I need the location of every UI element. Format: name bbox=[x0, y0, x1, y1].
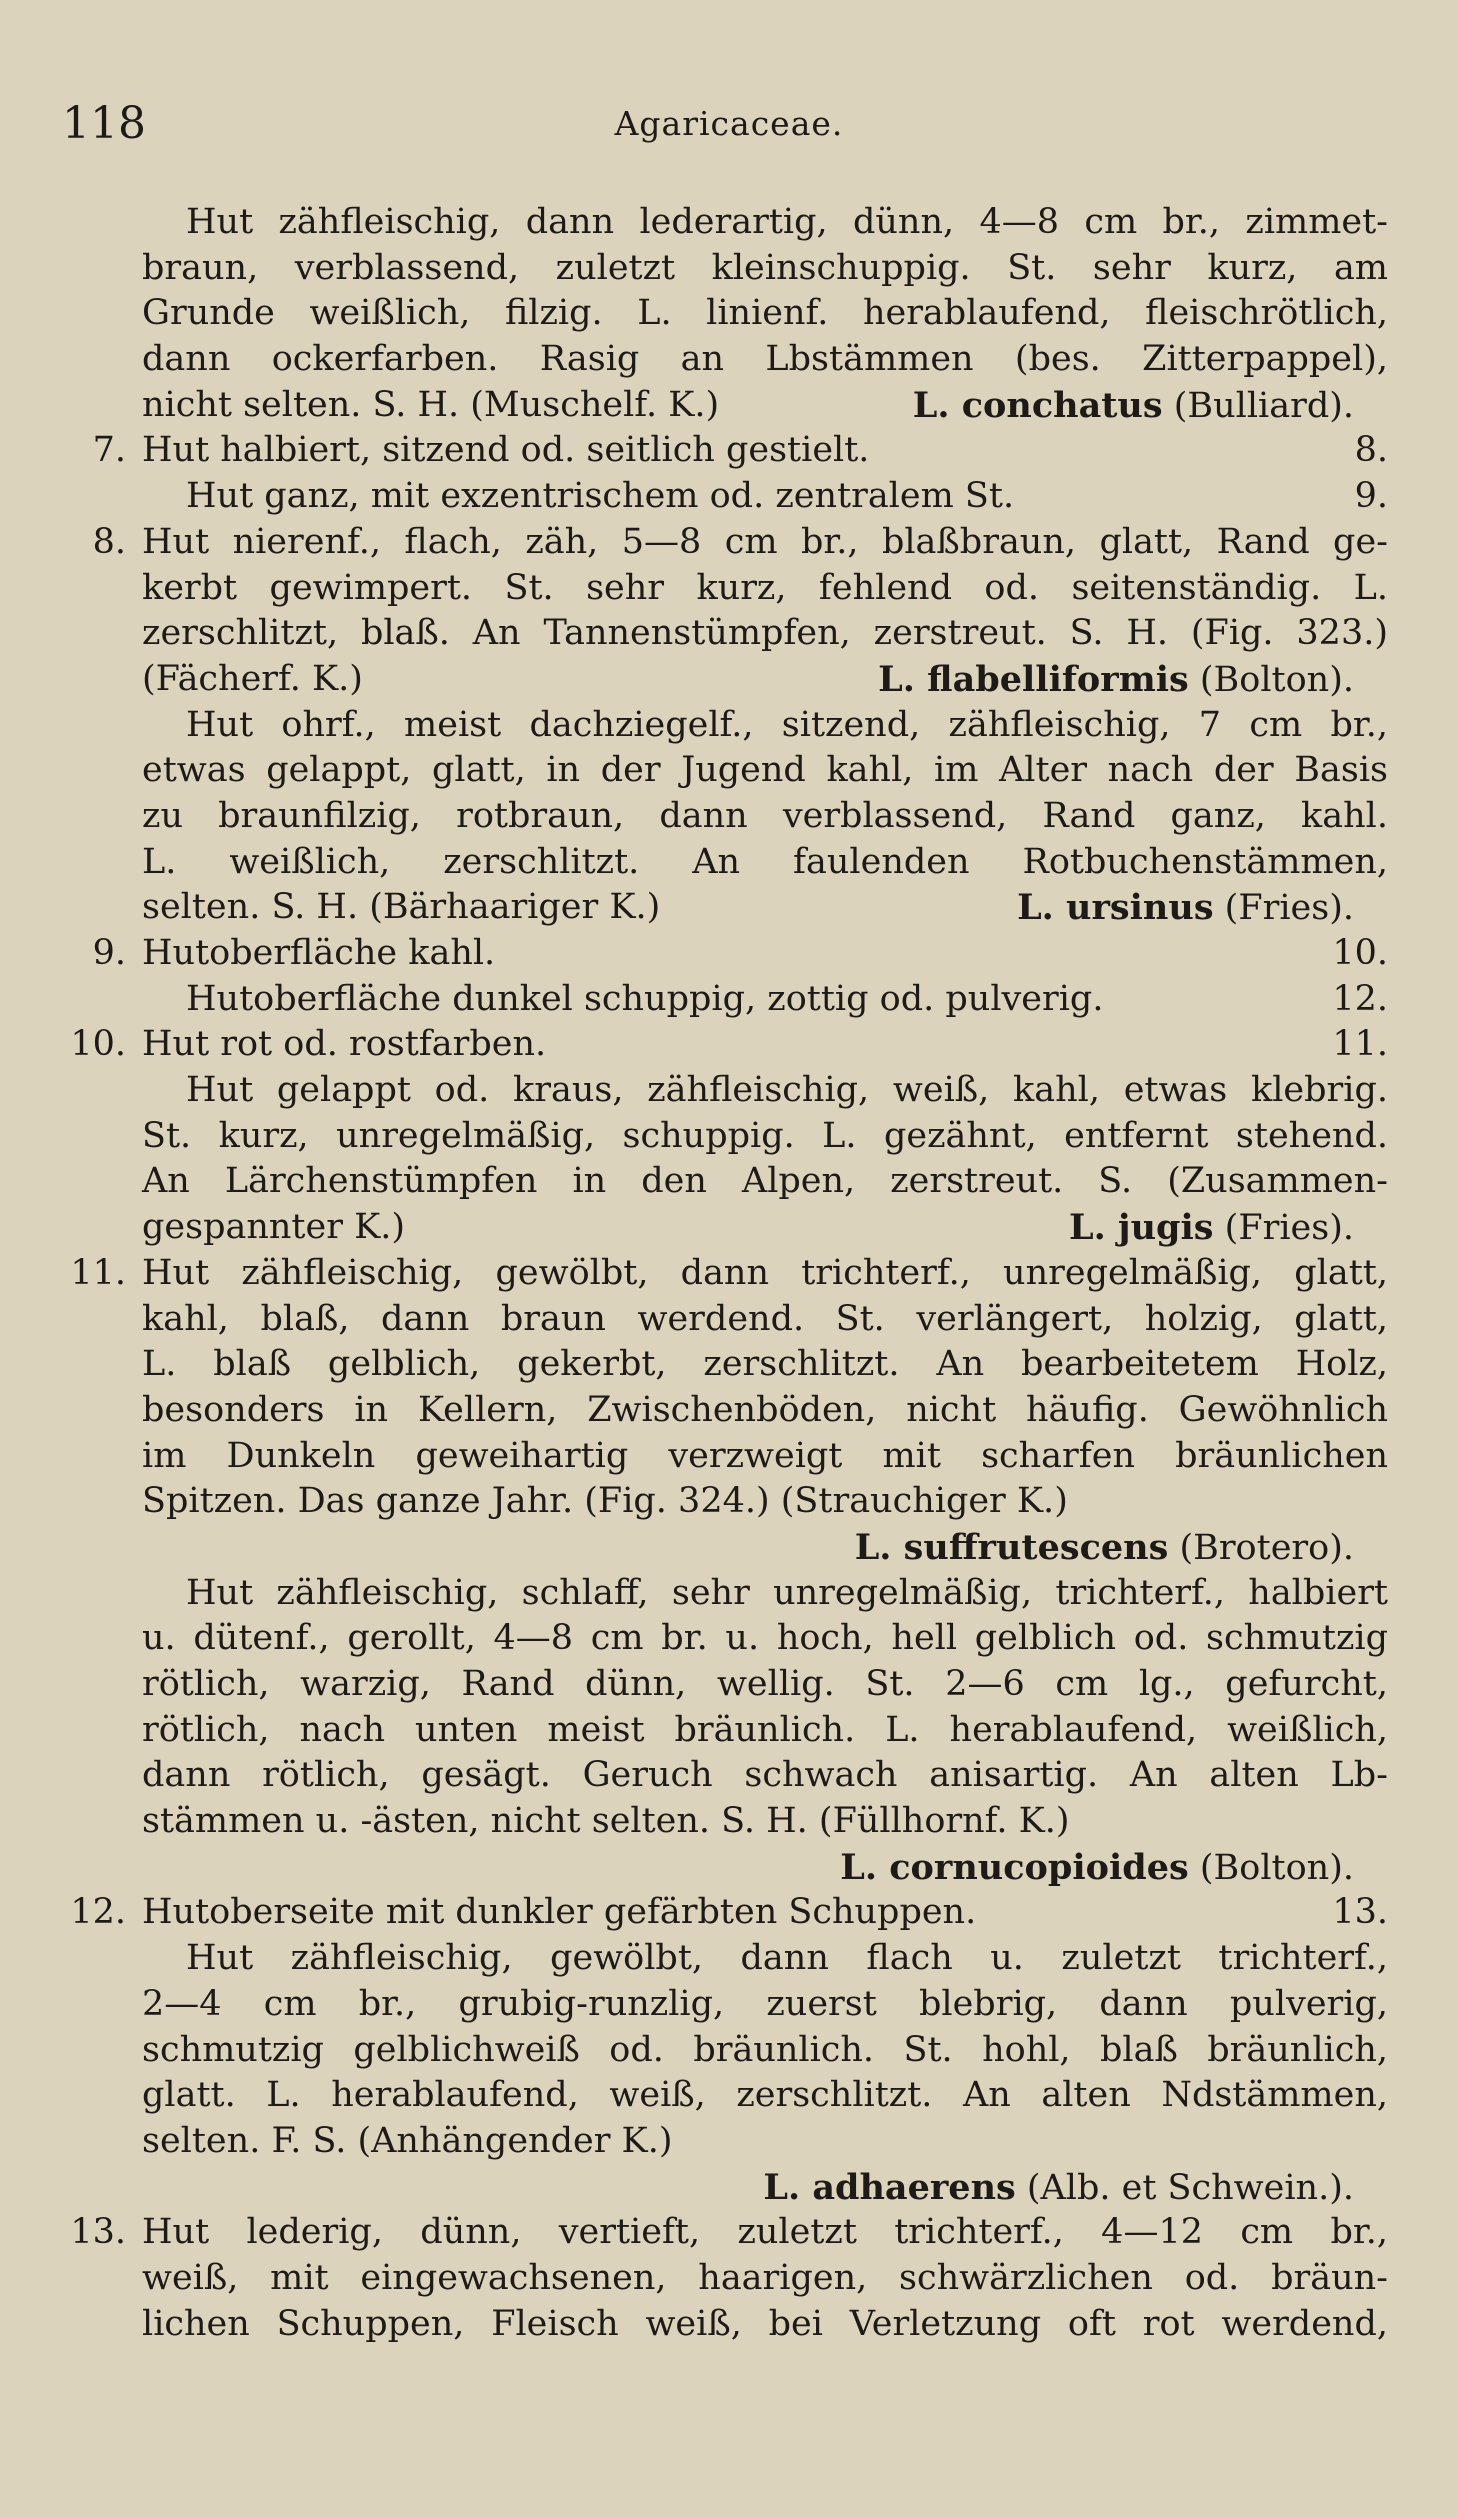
species-author: (Fries). bbox=[1224, 888, 1354, 929]
line-text: u. dütenf., gerollt, 4—8 cm br. u. hoch, hell gelblich od. schmutzig bbox=[142, 1618, 1388, 1659]
line-text: dann rötlich, gesägt. Geruch schwach anisartig. An alten Lb- bbox=[142, 1755, 1388, 1796]
line-text: braun, verblassend, zuletzt kleinschuppig. St. sehr kurz, am bbox=[142, 247, 1388, 288]
text-line bbox=[0, 1159, 1458, 1205]
line-text: Hut zähfleischig, schlaff, sehr unregelmäßig, trichterf., halbiert bbox=[186, 1572, 1388, 1613]
line-text: Hut lederig, dünn, vertieft, zuletzt trichterf., 4—12 cm br., bbox=[142, 2212, 1388, 2253]
couplet-lead: 13. bbox=[1332, 1892, 1388, 1933]
text-line bbox=[0, 1662, 1458, 1708]
key-number: 11. bbox=[70, 1252, 126, 1293]
text-line bbox=[0, 2073, 1458, 2119]
species-label bbox=[763, 2165, 1354, 2212]
species-author: (Bolton). bbox=[1199, 1847, 1354, 1888]
line-text: Hut gelappt od. kraus, zähfleischig, weiß, kahl, etwas klebrig. bbox=[186, 1070, 1388, 1111]
species-name: L. flabelliformis bbox=[878, 658, 1189, 700]
species-author: (Brotero). bbox=[1179, 1527, 1354, 1568]
text-line bbox=[0, 1936, 1458, 1982]
text-line bbox=[0, 977, 1458, 1023]
text-line bbox=[0, 1022, 1458, 1068]
text-line bbox=[0, 520, 1458, 566]
line-text: Spitzen. Das ganze Jahr. (Fig. 324.) (Strauchiger K.) bbox=[142, 1481, 1068, 1522]
key-number: 8. bbox=[92, 521, 126, 562]
line-text: glatt. L. herablaufend, weiß, zerschlitzt. An alten Ndstämmen, bbox=[142, 2075, 1388, 2116]
key-number: 10. bbox=[70, 1024, 126, 1065]
species-label bbox=[840, 1845, 1354, 1892]
text-line bbox=[0, 1479, 1458, 1525]
species-name: L. conchatus bbox=[912, 384, 1163, 426]
text-line bbox=[0, 200, 1458, 246]
text-line bbox=[0, 1982, 1458, 2028]
key-couplet bbox=[142, 931, 1388, 977]
species-name: L. adhaerens bbox=[763, 2166, 1016, 2208]
line-text: L. blaß gelblich, gekerbt, zerschlitzt. An bearbeitetem Holz, bbox=[142, 1344, 1388, 1385]
key-couplet bbox=[186, 474, 1388, 520]
text-line bbox=[0, 383, 1458, 429]
species-name: L. jugis bbox=[1068, 1207, 1214, 1249]
text-line bbox=[0, 1251, 1458, 1297]
text-line bbox=[0, 840, 1458, 886]
text-line bbox=[0, 611, 1458, 657]
text-line bbox=[0, 1890, 1458, 1936]
text-line bbox=[0, 1434, 1458, 1480]
text-line bbox=[0, 2256, 1458, 2302]
couplet-text: Hut halbiert, sitzend od. seitlich gestielt. bbox=[142, 430, 870, 471]
line-text: (Fächerf. K.) bbox=[142, 658, 363, 699]
text-body bbox=[0, 200, 1458, 2347]
key-couplet bbox=[186, 977, 1388, 1023]
couplet-text: Hutoberfläche kahl. bbox=[142, 933, 496, 973]
line-text: kahl, blaß, dann braun werdend. St. verlängert, holzig, glatt, bbox=[142, 1298, 1388, 1339]
line-text: rötlich, nach unten meist bräunlich. L. herablaufend, weißlich, bbox=[142, 1709, 1388, 1750]
line-text: L. weißlich, zerschlitzt. An faulenden Rotbuchenstämmen, bbox=[142, 841, 1388, 882]
species-name: L. ursinus bbox=[1017, 887, 1214, 929]
line-text: An Lärchenstümpfen in den Alpen, zerstreut. S. (Zusammen- bbox=[142, 1161, 1388, 1202]
couplet-lead: 12. bbox=[1332, 978, 1388, 1019]
text-line bbox=[0, 2119, 1458, 2165]
text-line bbox=[0, 2165, 1458, 2211]
text-line bbox=[0, 2302, 1458, 2348]
line-text: Grunde weißlich, filzig. L. linienf. herablaufend, fleischrötlich, bbox=[142, 293, 1388, 334]
line-text: selten. S. H. (Bärhaariger K.) bbox=[142, 887, 661, 928]
line-text: nicht selten. S. H. (Muschelf. K.) bbox=[142, 384, 720, 425]
key-couplet bbox=[142, 428, 1388, 474]
species-label bbox=[855, 1525, 1354, 1572]
line-text: zerschlitzt, blaß. An Tannenstümpfen, zerstreut. S. H. (Fig. 323.) bbox=[142, 613, 1388, 654]
line-text: Hut ohrf., meist dachziegelf., sitzend, zähfleischig, 7 cm br., bbox=[186, 704, 1388, 745]
line-text: etwas gelappt, glatt, in der Jugend kahl, im Alter nach der Basis bbox=[142, 750, 1388, 791]
couplet-text: Hutoberseite mit dunkler gefärbten Schuppen. bbox=[142, 1892, 977, 1933]
text-line bbox=[0, 1297, 1458, 1343]
line-text: zu braunfilzig, rotbraun, dann verblassend, Rand ganz, kahl. bbox=[142, 795, 1388, 836]
line-text: selten. F. S. (Anhängender K.) bbox=[142, 2120, 673, 2161]
running-head: Agaricaceae. bbox=[614, 104, 844, 143]
line-text: schmutzig gelblichweiß od. bräunlich. St. hohl, blaß bräunlich, bbox=[142, 2029, 1388, 2070]
line-text: lichen Schuppen, Fleisch weiß, bei Verletzung oft rot werdend, bbox=[142, 2303, 1388, 2344]
key-couplet bbox=[142, 1022, 1388, 1068]
key-couplet bbox=[142, 1890, 1388, 1936]
text-line bbox=[0, 1068, 1458, 1114]
text-line bbox=[0, 1342, 1458, 1388]
text-line bbox=[0, 931, 1458, 977]
page-header bbox=[0, 98, 1458, 148]
text-line bbox=[0, 1388, 1458, 1434]
text-line bbox=[0, 291, 1458, 337]
line-text: dann ockerfarben. Rasig an Lbstämmen (bes. Zitterpappel), bbox=[142, 339, 1388, 380]
line-text: Hut nierenf., flach, zäh, 5—8 cm br., blaßbraun, glatt, Rand ge- bbox=[142, 521, 1388, 562]
text-line bbox=[0, 657, 1458, 703]
couplet-lead: 11. bbox=[1332, 1024, 1388, 1065]
text-line bbox=[0, 474, 1458, 520]
couplet-lead: 9. bbox=[1354, 476, 1388, 517]
text-line bbox=[0, 1845, 1458, 1891]
text-line bbox=[0, 428, 1458, 474]
text-line bbox=[0, 1205, 1458, 1251]
couplet-lead: 10. bbox=[1332, 933, 1388, 973]
line-text: kerbt gewimpert. St. sehr kurz, fehlend od. seitenständig. L. bbox=[142, 567, 1388, 608]
text-line bbox=[0, 1616, 1458, 1662]
line-text: besonders in Kellern, Zwischenböden, nicht häufig. Gewöhnlich bbox=[142, 1389, 1388, 1430]
species-name: L. cornucopioides bbox=[840, 1846, 1189, 1888]
line-text: im Dunkeln geweihartig verzweigt mit scharfen bräunlichen bbox=[142, 1435, 1388, 1476]
text-line bbox=[0, 1799, 1458, 1845]
couplet-lead: 8. bbox=[1354, 430, 1388, 471]
species-author: (Alb. et Schwein.). bbox=[1026, 2167, 1354, 2208]
line-text: St. kurz, unregelmäßig, schuppig. L. gezähnt, entfernt stehend. bbox=[142, 1115, 1388, 1156]
line-text: Hut zähfleischig, gewölbt, dann trichterf., unregelmäßig, glatt, bbox=[142, 1252, 1388, 1293]
couplet-text: Hutoberfläche dunkel schuppig, zottig od. pulverig. bbox=[186, 978, 1104, 1019]
text-line bbox=[0, 2028, 1458, 2074]
species-label bbox=[913, 383, 1354, 430]
couplet-text: Hut ganz, mit exzentrischem od. zentralem St. bbox=[186, 476, 1015, 517]
text-line bbox=[0, 2210, 1458, 2256]
text-line bbox=[0, 794, 1458, 840]
species-label bbox=[1017, 885, 1354, 932]
page-number: 118 bbox=[62, 98, 146, 149]
text-line bbox=[0, 1753, 1458, 1799]
key-number: 13. bbox=[70, 2212, 126, 2253]
couplet-text: Hut rot od. rostfarben. bbox=[142, 1024, 547, 1065]
text-line bbox=[0, 748, 1458, 794]
line-text: gespannter K.) bbox=[142, 1207, 405, 1248]
text-line bbox=[0, 337, 1458, 383]
text-line bbox=[0, 1571, 1458, 1617]
species-label bbox=[878, 657, 1354, 704]
line-text: weiß, mit eingewachsenen, haarigen, schwärzlichen od. bräun- bbox=[142, 2257, 1388, 2298]
species-author: (Bulliard). bbox=[1173, 385, 1354, 426]
text-line bbox=[0, 1708, 1458, 1754]
line-text: 2—4 cm br., grubig-runzlig, zuerst blebrig, dann pulverig, bbox=[142, 1983, 1388, 2024]
species-author: (Bolton). bbox=[1199, 659, 1354, 700]
key-number: 12. bbox=[70, 1892, 126, 1933]
line-text: Hut zähfleischig, gewölbt, dann flach u. zuletzt trichterf., bbox=[186, 1938, 1388, 1979]
key-number: 9. bbox=[92, 933, 126, 973]
species-author: (Fries). bbox=[1224, 1208, 1354, 1249]
text-line bbox=[0, 246, 1458, 292]
species-name: L. suffrutescens bbox=[854, 1526, 1169, 1568]
text-line bbox=[0, 703, 1458, 749]
key-number: 7. bbox=[92, 430, 126, 471]
text-line bbox=[0, 1525, 1458, 1571]
species-label bbox=[1069, 1205, 1354, 1252]
text-line bbox=[0, 885, 1458, 931]
line-text: stämmen u. -ästen, nicht selten. S. H. (Füllhornf. K.) bbox=[142, 1801, 1070, 1842]
text-line bbox=[0, 1114, 1458, 1160]
line-text: rötlich, warzig, Rand dünn, wellig. St. 2—6 cm lg., gefurcht, bbox=[142, 1664, 1388, 1704]
text-line bbox=[0, 566, 1458, 612]
line-text: Hut zähfleischig, dann lederartig, dünn, 4—8 cm br., zimmet- bbox=[186, 202, 1388, 242]
